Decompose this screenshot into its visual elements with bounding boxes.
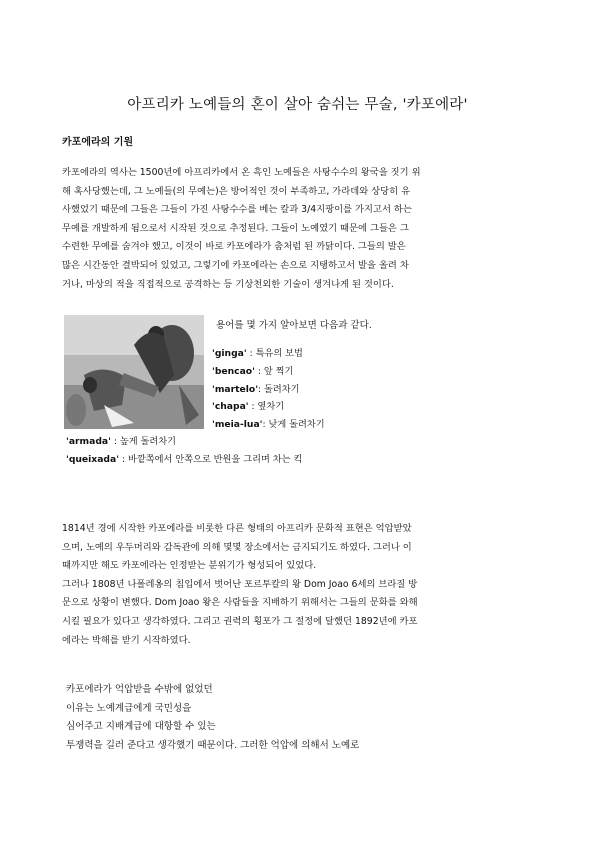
capoeira-photo-illustration xyxy=(64,315,204,429)
text-line: 이유는 노예계급에게 국민성을 xyxy=(66,702,192,714)
paragraph-line: 문으로 상황이 변했다. Dom Joao 왕은 사람들을 지배하기 위해서는 그들의 문화를 와해 xyxy=(62,597,418,609)
paragraph-line: 사했었기 때문에 그들은 그들이 가진 사탕수수를 베는 칼과 3/4지팡이를 가지고서 하는 xyxy=(62,204,412,216)
term-name: 'martelo' xyxy=(212,383,259,395)
capoeira-photo xyxy=(64,315,204,429)
paragraph-line: 1814년 경에 시작한 카포에라를 비롯한 다른 형태의 아프리카 문화적 표현은 억압받았 xyxy=(62,523,412,534)
list-item xyxy=(212,416,325,434)
term-name: 'queixada' xyxy=(66,453,120,465)
history-paragraph xyxy=(62,520,534,650)
paragraph-line: 으며, 노예의 우두머리와 감독관에 의해 몇몇 장소에서는 금지되기도 하였다. 그러나 이 xyxy=(62,541,412,553)
paragraph-line: 무예를 개발하게 됨으로서 시작된 것으로 추정된다. 그들이 노예였기 때문에 그들은 그 xyxy=(62,222,409,234)
list-item xyxy=(212,381,325,399)
paragraph-line: 해 혹사당했는데, 그 노예들(의 무예는)은 방어적인 것이 부족하고, 가라데와 상당히 유 xyxy=(62,185,411,197)
closing-text xyxy=(66,681,359,755)
paragraph-line: 많은 시간동안 결박되어 있었고, 그렇기에 카포에라는 손으로 지탱하고서 발을 올려 차 xyxy=(62,259,409,271)
paragraph-line: 거나, 마상의 적을 직접적으로 공격하는 등 기상천외한 기술이 생겨나게 된 것이다. xyxy=(62,278,394,290)
list-item xyxy=(66,451,302,469)
paragraph-line: 수련한 무예를 숨겨야 했고, 이것이 바로 카포에라가 춤처럼 된 까닭이다. 그들의 발은 xyxy=(62,241,406,253)
term-desc: : 앞 찍기 xyxy=(254,365,294,377)
term-desc: : 돌려차기 xyxy=(258,383,300,395)
paragraph-line: 시킬 필요가 있다고 생각하였다. 그리고 권력의 횡포가 그 절정에 달했던 1892년에 카포 xyxy=(62,615,418,627)
list-item xyxy=(212,345,325,363)
term-desc: : 옆차기 xyxy=(248,401,285,413)
origin-paragraph xyxy=(62,164,534,294)
text-line: 카포에라가 억압받을 수밖에 없었던 xyxy=(66,684,213,695)
paragraph-line: 카포에라의 역사는 1500년에 아프리카에서 온 흑인 노예들은 사탕수수의 왕국을 짓기 위 xyxy=(62,167,421,178)
term-desc: : 낮게 돌려차기 xyxy=(262,419,325,431)
text-line: 투쟁력을 길러 준다고 생각했기 때문이다. 그러한 억압에 의해서 노예로 xyxy=(66,739,360,751)
terms-list xyxy=(212,345,325,434)
paragraph-line: 그러나 1808년 나폴레옹의 침입에서 벗어난 포르투칼의 왕 Dom Joao 6세의 브라질 방 xyxy=(62,578,418,590)
term-name: 'bencao' xyxy=(212,365,255,377)
term-desc: : 바깥쪽에서 안쪽으로 반원을 그리며 차는 킥 xyxy=(119,453,303,465)
term-name: 'meia-lua' xyxy=(212,419,263,431)
list-item xyxy=(212,398,325,416)
terms-list-wide xyxy=(66,433,302,469)
term-desc: : 특유의 보법 xyxy=(246,348,303,359)
term-desc: : 높게 돌려차기 xyxy=(110,436,177,447)
term-name: 'chapa' xyxy=(212,401,249,413)
list-item xyxy=(212,363,325,381)
section-heading: 카포에라의 기원 xyxy=(62,137,134,148)
term-name: 'armada' xyxy=(66,436,111,447)
term-name: 'ginga' xyxy=(212,348,247,359)
terms-intro: 용어를 몇 가지 알아보면 다음과 같다. xyxy=(216,320,372,331)
paragraph-line: 때까지만 해도 카포에라는 인정받는 분위기가 형성되어 있었다. xyxy=(62,560,317,572)
paragraph-line: 에라는 박해를 받기 시작하였다. xyxy=(62,634,191,646)
page-title: 아프리카 노예들의 혼이 살아 숨쉬는 무술, '카포에라' xyxy=(127,97,468,113)
text-line: 심어주고 지배계급에 대항할 수 있는 xyxy=(66,721,216,733)
list-item xyxy=(66,433,302,451)
